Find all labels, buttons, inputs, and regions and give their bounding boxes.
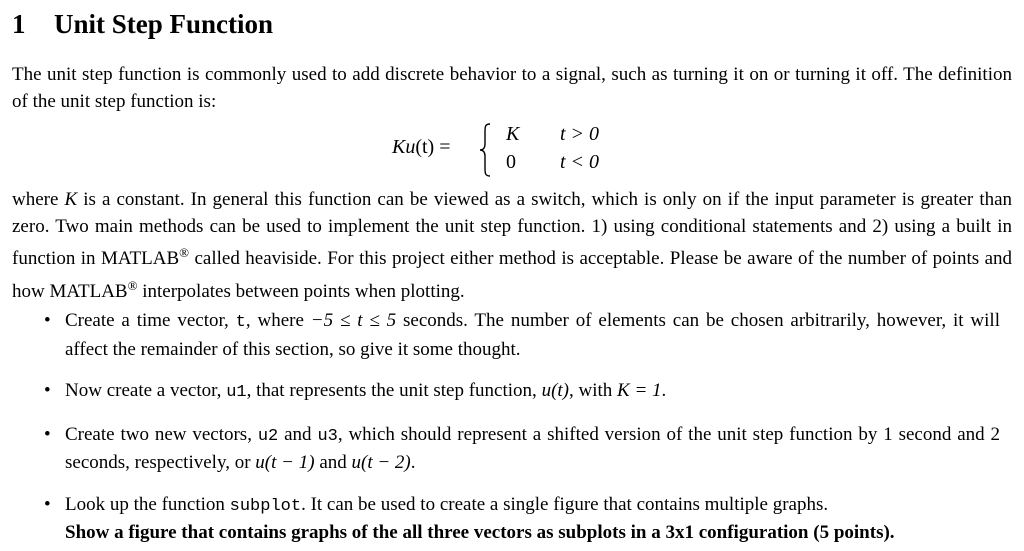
item1-text-c: seconds. The number of elements can be chosen arbitrarily, however, it will affect the remainder of this section, so give it some thought. [65, 310, 1000, 360]
body-text-a: where [12, 189, 59, 210]
body-k: K [64, 189, 78, 210]
list-item [0, 422, 1000, 477]
bullet-icon: • [44, 310, 51, 331]
equation-lhs-u: u [405, 136, 416, 158]
item3-text-c: , which should represent a shifted version of the unit step function by 1 second and 2 seconds, respectively, or [65, 423, 1001, 473]
item1-text-a: Create a time vector, [65, 310, 229, 331]
section-title: Unit Step Function [54, 9, 274, 39]
equation-lhs-k: K [392, 136, 406, 158]
list-item [0, 378, 1000, 407]
item1-code: t [235, 313, 246, 332]
item3-text-e: . [410, 452, 416, 473]
left-brace-icon [478, 122, 492, 178]
item3-text-a: Create two new vectors, [65, 423, 252, 445]
item4-code: subplot [229, 496, 302, 516]
item4-text-a: Look up the function [65, 493, 225, 515]
list-item [0, 308, 1000, 363]
unit-step-equation [392, 122, 632, 178]
task-list [0, 308, 1000, 547]
case2-value: 0 [506, 151, 516, 173]
bullet-icon: • [44, 380, 51, 401]
item3-code1: u2 [257, 426, 279, 446]
item1-math: −5 ≤ t ≤ 5 [310, 310, 397, 331]
item4-bold-requirement: Show a figure that contains graphs of the all three vectors as subplots in a 3x1 configuration (5 points). [65, 522, 895, 543]
item2-text-a: Now create a vector, [65, 380, 222, 401]
registered-mark: ® [127, 277, 138, 293]
item3-code2: u3 [317, 426, 338, 446]
item2-text-b: , that represents the unit step function, [246, 380, 537, 401]
explanation-paragraph [12, 187, 1012, 305]
list-item [0, 492, 1000, 547]
item4-text-b: . It can be used to create a single figure that contains multiple graphs. [301, 493, 829, 515]
case1-value: K [506, 123, 520, 145]
bullet-icon: • [44, 423, 51, 445]
item2-text-d: . [661, 380, 667, 401]
item3-math2: u(t − 2) [351, 452, 411, 473]
registered-mark: ® [179, 245, 190, 260]
intro-paragraph: The unit step function is commonly used to add discrete behavior to a signal, such as turning it on or turning it off. The definition of the unit step function is: [12, 64, 1012, 112]
case1-condition: t > 0 [560, 123, 600, 145]
item1-text-b: , where [245, 310, 304, 331]
body-text-c: called heaviside. For this project either method is acceptable. Please be aware of the number of points and how MATLAB [12, 248, 1013, 302]
section-number: 1 [12, 9, 26, 39]
item3-math1: u(t − 1) [255, 452, 315, 473]
body-text-b: is a constant. In general this function can be viewed as a switch, which is only on if the input parameter is greater than zero. Two main methods can be used to implement the unit step function. 1) using conditional statements and 2) using a built in function in MATLAB [12, 189, 1013, 269]
item2-code: u1 [226, 383, 247, 402]
section-heading [12, 6, 273, 42]
item3-text-b: and [284, 423, 312, 445]
case2-condition: t < 0 [560, 151, 600, 173]
item2-math2: K = 1 [617, 380, 662, 401]
bullet-icon: • [44, 493, 51, 515]
equation-lhs-paren: (t) = [415, 136, 451, 158]
equation-lhs [392, 136, 451, 159]
item3-text-d: and [319, 452, 347, 473]
item2-math: u(t) [541, 380, 569, 401]
item2-text-c: , with [569, 380, 613, 401]
body-text-d: interpolates between points when plotting. [142, 280, 465, 302]
